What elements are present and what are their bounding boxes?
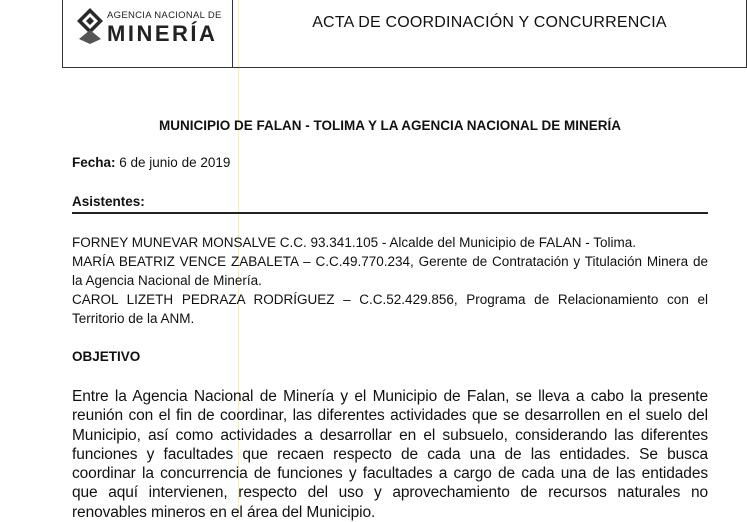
fecha-line	[72, 155, 708, 170]
objetivo-label: OBJETIVO	[72, 349, 141, 364]
objetivo-text: Entre la Agencia Nacional de Minería y el Municipio de Falan, se lleva a cabo la presente reunión con el fin de coordinar, las diferentes actividades que se desarrollen en el suelo del Municipio, así como actividades a desarrollar en el subsuelo, considerando las diferentes funciones y facultades que recaen respecto de cada una de las entidades. Se busca coordinar la concurrencia de funciones y facultades a cargo de cada una de las entidades que aquí intervienen, respecto del uso y aprovechamiento de recursos naturales no renovables mineros en el área del Municipio.	[72, 388, 708, 521]
diamond-logo-icon	[77, 8, 103, 44]
document-title: ACTA DE COORDINACIÓN Y CONCURRENCIA	[312, 14, 667, 31]
document-subtitle: MUNICIPIO DE FALAN - TOLIMA Y LA AGENCIA NACIONAL DE MINERÍA	[158, 118, 621, 133]
asistentes-label: Asistentes:	[72, 194, 145, 209]
fecha-label: Fecha:	[72, 155, 116, 170]
logo-agency-text: AGENCIA NACIONAL DE	[107, 10, 222, 21]
logo-mineria-text: MINERÍA	[107, 21, 218, 46]
section-divider	[72, 212, 708, 214]
attendee-item: FORNEY MUNEVAR MONSALVE C.C. 93.341.105 - Alcalde del Municipio de FALAN - Tolima.	[72, 235, 636, 250]
agency-logo	[63, 0, 233, 67]
document-header	[62, 0, 747, 68]
attendee-item: CAROL LIZETH PEDRAZA RODRÍGUEZ – C.C.52.429.856, Programa de Relacionamiento con el Territorio de la ANM.	[72, 292, 708, 326]
fecha-value: 6 de junio de 2019	[115, 155, 231, 170]
attendee-item: MARÍA BEATRIZ VENCE ZABALETA – C.C.49.770.234, Gerente de Contratación y Titulación Minera de la Agencia Nacional de Minería.	[72, 254, 708, 288]
